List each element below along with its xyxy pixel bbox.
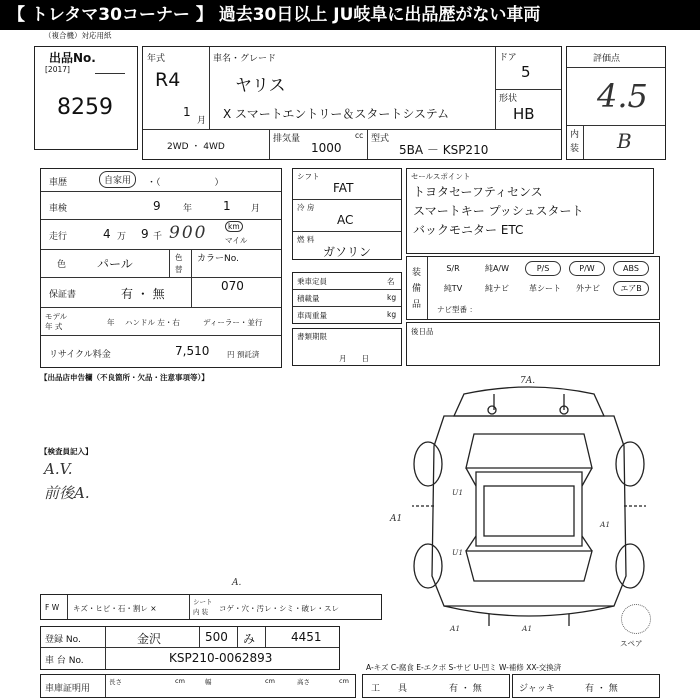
mile-unit: マイル: [225, 236, 248, 245]
history-value: 自家用: [99, 171, 136, 188]
inspector-note: 前後A.: [44, 484, 90, 502]
selling-point-line: トヨタセーフティセンス: [413, 185, 543, 199]
car-name: ヤリス: [235, 76, 286, 96]
recycle-unit: 円 預託済: [227, 350, 260, 359]
color-change-2: 替: [175, 265, 183, 274]
load-label: 積載量: [297, 294, 320, 303]
door-label: ドア: [499, 53, 517, 63]
diagram-mark-front: 7A.: [520, 376, 536, 386]
equipment-box: [406, 256, 660, 320]
lot-label: 出品No.: [49, 51, 96, 65]
score-label: 評価点: [593, 54, 621, 64]
diagram-mark: A1: [600, 520, 611, 529]
equip-aftermarket-navi: 外ナビ: [576, 284, 600, 293]
registration-city: 金沢: [137, 632, 162, 646]
seats-label: 乗車定員: [297, 277, 327, 286]
weight-unit: kg: [387, 310, 397, 319]
cert-length: 長さ: [109, 678, 122, 686]
score-box: [566, 46, 666, 160]
model-year-dealer: ディーラー・並行: [203, 318, 263, 327]
equip-navi-model: ナビ型番 ：: [437, 305, 477, 314]
docs-unit: 月 日: [339, 354, 369, 363]
displacement-label: 排気量: [273, 134, 301, 144]
lot-number: 8259: [57, 95, 113, 120]
equip-tv: 純TV: [443, 284, 463, 293]
cert-height: 高さ: [297, 678, 310, 686]
equipment-label-3: 品: [412, 300, 422, 310]
mileage-man-unit: 万: [117, 232, 127, 242]
history-rest: ・（ ）: [147, 178, 224, 188]
jack-label: ジャッキ: [519, 684, 555, 694]
warranty-label: 保証書: [49, 290, 77, 300]
year-month: 1: [183, 105, 191, 119]
selling-point-line: スマートキー プッシュスタート: [413, 204, 584, 218]
mileage-rest: 900: [169, 223, 208, 243]
seats-unit: 名: [387, 277, 395, 286]
registration-box: [40, 626, 340, 670]
color-value: パール: [97, 257, 133, 271]
cert-width: 幅: [205, 678, 212, 686]
color-code: 070: [221, 279, 244, 293]
interior-label-1: 内: [570, 130, 580, 140]
model-year-handle: ハンドル 左・右: [125, 318, 180, 327]
km-unit: km: [225, 221, 243, 232]
diagram-mark: U1: [452, 548, 464, 557]
aircon-value: AC: [337, 213, 354, 227]
inspection-month: 1: [223, 199, 231, 213]
garage-cert-label: 車庫証明用: [45, 684, 91, 694]
equip-power-windows: P/W: [569, 261, 605, 276]
equip-power-steering: P/S: [525, 261, 561, 276]
equip-oem-navi: 純ナビ: [485, 284, 509, 293]
interior-score: B: [617, 129, 632, 153]
mileage-sen-unit: 千: [153, 232, 163, 242]
registration-label: 登録 No.: [45, 635, 81, 645]
recycle-label: リサイクル料金: [49, 350, 111, 360]
weight-label: 車両重量: [297, 311, 327, 320]
capacity-box: [292, 272, 402, 324]
sheet-label-2: 内 装: [193, 608, 209, 616]
cc-unit: cc: [355, 131, 364, 140]
year-month-unit: 月: [197, 116, 207, 126]
docs-box: [292, 328, 402, 366]
drive-type: 2WD ・ 4WD: [167, 142, 225, 152]
page-banner: 【 トレタマ30コーナー 】 過去30日以上 JU岐阜に出品歴がない車両: [0, 0, 700, 30]
cert-height-unit: cm: [339, 677, 349, 685]
inspection-year: 9: [153, 199, 161, 213]
chassis-number: KSP210-0062893: [169, 651, 273, 665]
equip-abs: ABS: [613, 261, 649, 276]
equipment-label-1: 装: [412, 268, 422, 278]
jack-box: [512, 674, 660, 698]
fw-chips: キズ・ヒビ・石・割レ ×: [73, 604, 157, 613]
aircon-label: 冷 房: [297, 203, 315, 212]
model-year-year: 年: [107, 318, 115, 327]
diagram-mark-left: A1: [390, 514, 403, 524]
tools-value: 有 ・ 無: [449, 684, 482, 694]
displacement-value: 1000: [311, 141, 342, 155]
notes-label: 【出品店申告欄（不良箇所・欠品・注意事項等）】: [40, 373, 209, 382]
history-label: 車歴: [49, 178, 68, 188]
fw-mark: A.: [232, 578, 242, 588]
diagram-mark: A1: [522, 624, 533, 633]
registration-class: 500: [205, 630, 228, 644]
shift-value: FAT: [333, 181, 354, 195]
warranty-value: 有 ・ 無: [121, 287, 165, 301]
mileage-sen: 9: [141, 227, 149, 241]
spec-box: [292, 168, 402, 260]
registration-number: 4451: [291, 630, 322, 644]
tools-label: 工 具: [371, 684, 408, 694]
color-label: 色: [57, 260, 67, 270]
lot-box: [34, 46, 138, 150]
equipment-label-2: 備: [412, 284, 422, 294]
fuel-value: ガソリン: [323, 245, 372, 259]
garage-cert-box: [40, 674, 356, 698]
fw-box: [40, 594, 382, 620]
damage-legend: A-キズ C-腐食 E-エクボ S-サビ U-凹ミ W-補修 XX-交換済: [366, 663, 562, 672]
model-label: 型式: [371, 134, 390, 144]
score-value: 4.5: [597, 77, 648, 115]
year-era: R4: [155, 69, 181, 91]
mileage-label: 走行: [49, 232, 68, 242]
door-count: 5: [521, 63, 531, 81]
inspection-label: 車検: [49, 204, 68, 214]
chassis-label: 車 台 No.: [45, 656, 84, 666]
equip-sunroof: S/R: [446, 264, 460, 273]
jack-value: 有 ・ 無: [585, 684, 618, 694]
interior-label-2: 装: [570, 144, 580, 154]
retrofit-label: 後日品: [411, 327, 434, 336]
sheet-label-1: シート: [193, 598, 213, 606]
fw-label: F W: [45, 603, 60, 612]
retrofit-box: [406, 322, 660, 366]
mileage-man: 4: [103, 227, 111, 241]
recycle-value: 7,510: [175, 344, 210, 358]
selling-points-box: [406, 168, 654, 254]
selling-points-label: セールスポイント: [411, 172, 471, 181]
registration-kana: み: [243, 632, 256, 646]
inspection-year-unit: 年: [183, 204, 193, 214]
tools-box: [362, 674, 510, 698]
diagram-mark: A1: [450, 624, 461, 633]
cert-width-unit: cm: [265, 677, 275, 685]
equip-airbag: エアB: [613, 281, 649, 296]
model-year-label-2: 年 式: [45, 322, 63, 331]
spare-label: スペア: [620, 639, 643, 648]
equip-leather: 革シート: [529, 284, 561, 293]
cert-length-unit: cm: [175, 677, 185, 685]
car-damage-diagram: [404, 376, 654, 632]
equip-alloy-wheels: 純A/W: [484, 264, 510, 273]
inspection-month-unit: 月: [251, 204, 261, 214]
body-shape: HB: [513, 105, 535, 123]
color-change-1: 色: [175, 253, 183, 262]
model-year-label-1: モデル: [45, 312, 68, 321]
load-unit: kg: [387, 293, 397, 302]
fuel-label: 燃 料: [297, 235, 315, 244]
sheet-items: コゲ・穴・汚レ・シミ・破レ・スレ: [219, 604, 339, 613]
shape-label: 形状: [499, 94, 518, 104]
lot-year-tag: [2017]: [45, 65, 70, 74]
name-label: 車名・グレード: [213, 54, 277, 64]
details-box: [40, 168, 282, 368]
color-code-label: カラーNo.: [197, 254, 239, 264]
spare-tire-icon: [621, 604, 651, 634]
shift-label: シフト: [297, 172, 320, 181]
diagram-mark: U1: [452, 488, 464, 497]
inspector-note: A.V.: [44, 460, 73, 478]
sheet-subheader: （複合機）対応用紙: [44, 31, 112, 40]
vehicle-box: [142, 46, 562, 160]
docs-label: 書類期限: [297, 332, 327, 341]
car-grade: X スマートエントリー＆スタートシステム: [223, 107, 450, 121]
selling-point-line: バックモニター ETC: [413, 223, 524, 237]
year-label: 年式: [147, 54, 166, 64]
inspector-label: 【検査員記入】: [40, 447, 93, 456]
model-code: 5BA － KSP210: [399, 143, 489, 157]
